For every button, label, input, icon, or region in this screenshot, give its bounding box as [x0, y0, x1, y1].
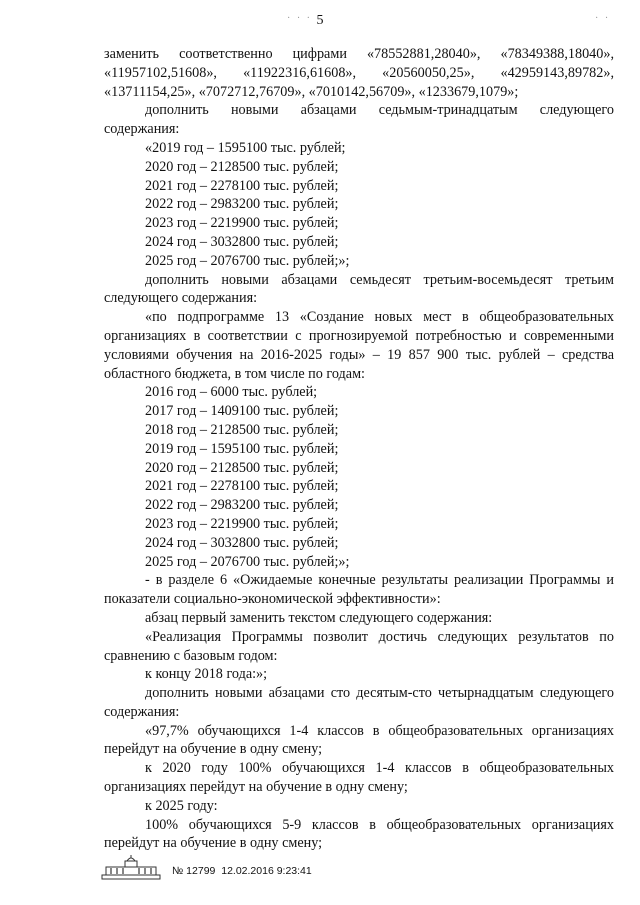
scan-artifact: · · ·: [287, 13, 312, 24]
list-item: 2023 год – 2219900 тыс. рублей;: [145, 515, 339, 532]
list-item: 2024 год – 3032800 тыс. рублей;: [145, 534, 339, 551]
page-number: 5: [316, 13, 324, 28]
document-timestamp: 12.02.2016 9:23:41: [221, 865, 312, 877]
list-item: 2022 год – 2983200 тыс. рублей;: [145, 497, 339, 514]
list-item: 2021 год – 2278100 тыс. рублей;: [145, 478, 339, 495]
paragraph: «Реализация Программы позволит достичь следующих результатов по сравнению с базовым годом:: [104, 628, 614, 664]
paragraph: к 2020 году 100% обучающихся 1-4 классов в общеобразовательных организациях перейдут на обучение в одну смену;: [104, 760, 614, 796]
list-item: 2021 год – 2278100 тыс. рублей;: [145, 177, 339, 194]
list-item: 2016 год – 6000 тыс. рублей;: [145, 384, 318, 401]
list-item: 2024 год – 3032800 тыс. рублей;: [145, 233, 339, 250]
paragraph: «по подпрограмме 13 «Создание новых мест в общеобразовательных организациях в соответствии с прогнозируемой потребностью и современными условиями обучения на 2016-2025 годы» – 19 857 900 тыс. рублей – средства областного бюджета, в том числе по годам:: [104, 309, 614, 382]
list-item: к концу 2018 года:»;: [145, 666, 268, 683]
document-number: № 12799: [172, 865, 216, 877]
list-item: 2018 год – 2128500 тыс. рублей;: [145, 421, 339, 438]
paragraph: заменить соответственно цифрами «78552881,28040», «78349388,18040», «11957102,51608», «11922316,61608», «20560050,25», «42959143,89782», «13711154,25», «7072712,76709», «7010142,56709», «1233679,1079»;: [104, 46, 614, 100]
list-item: 2025 год – 2076700 тыс. рублей;»;: [145, 553, 350, 570]
list-item: 2020 год – 2128500 тыс. рублей;: [145, 158, 339, 175]
list-item: 2022 год – 2983200 тыс. рублей;: [145, 196, 339, 213]
document-body: [104, 45, 614, 853]
scan-artifact: · ·: [595, 13, 611, 24]
list-item: 2025 год – 2076700 тыс. рублей;»;: [145, 252, 350, 269]
document-footer: [100, 855, 400, 885]
list-item: 2023 год – 2219900 тыс. рублей;: [145, 215, 339, 232]
paragraph: - в разделе 6 «Ожидаемые конечные результаты реализации Программы и показатели социально-экономической эффективности»:: [104, 572, 614, 608]
paragraph: 100% обучающихся 5-9 классов в общеобразовательных организациях перейдут на обучение в одну смену;: [104, 816, 614, 852]
paragraph: абзац первый заменить текстом следующего содержания:: [145, 609, 493, 626]
list-item: 2017 год – 1409100 тыс. рублей;: [145, 403, 339, 420]
document-registration-stamp: [172, 865, 312, 877]
list-item: 2019 год – 1595100 тыс. рублей;: [145, 440, 339, 457]
building-logo-icon: [100, 855, 162, 881]
paragraph: дополнить новыми абзацами седьмым-тринадцатым следующего содержания:: [104, 102, 614, 138]
paragraph: дополнить новыми абзацами сто десятым-сто четырнадцатым следующего содержания:: [104, 685, 614, 720]
paragraph: дополнить новыми абзацами семьдесят третьим-восемьдесят третьим следующего содержания:: [104, 271, 614, 307]
paragraph: «97,7% обучающихся 1-4 классов в общеобразовательных организациях перейдут на обучение в одну смену;: [104, 722, 614, 758]
list-item: «2019 год – 1595100 тыс. рублей;: [145, 139, 346, 156]
list-item: к 2025 году:: [145, 797, 218, 814]
list-item: 2020 год – 2128500 тыс. рублей;: [145, 459, 339, 476]
